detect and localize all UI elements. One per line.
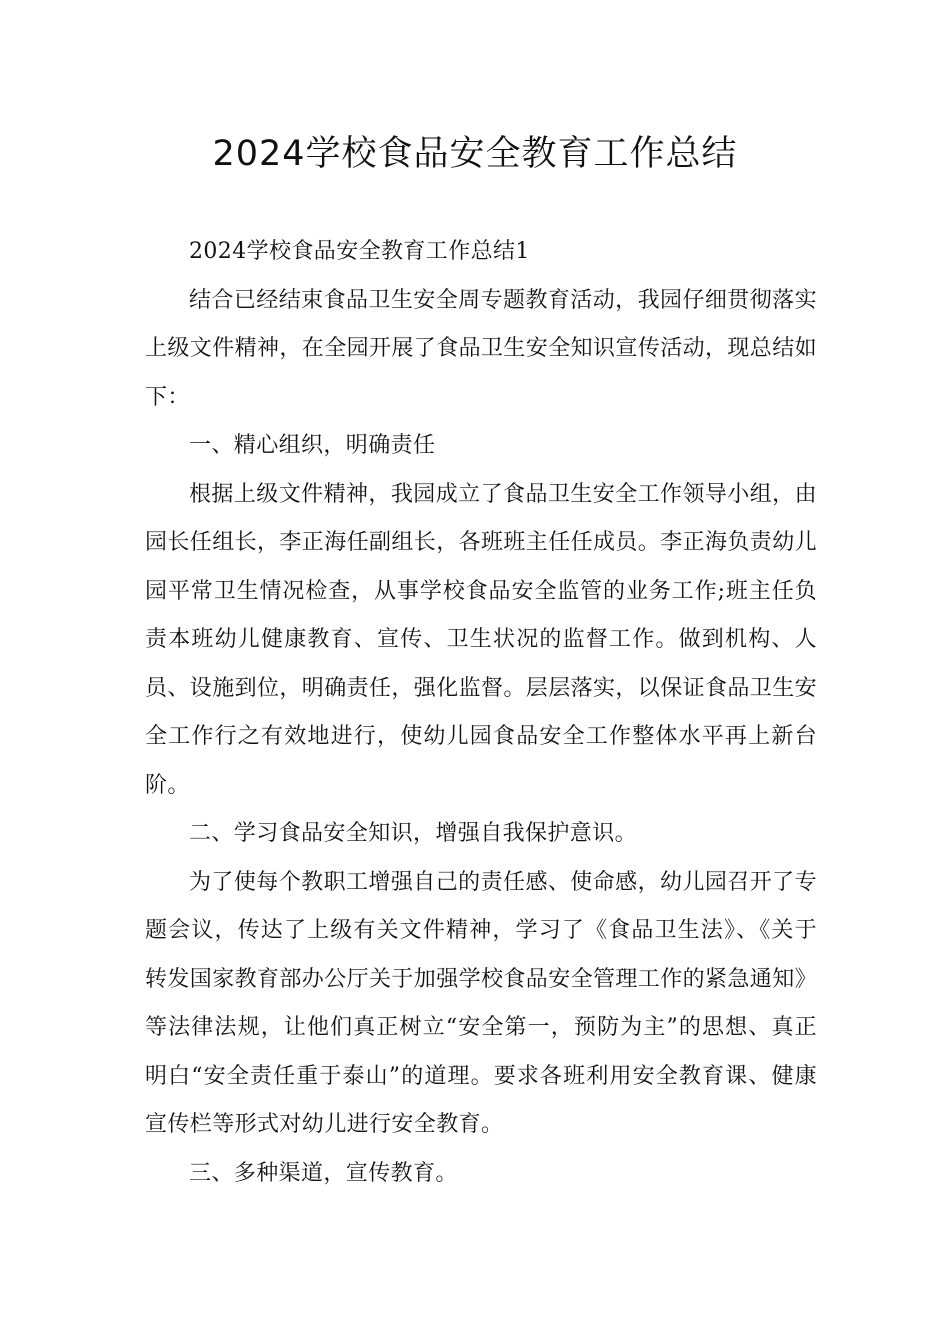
subtitle-paragraph: 2024学校食品安全教育工作总结1 [189,239,530,264]
section-2-paragraph: 为了使每个教职工增强自己的责任感、使命感，幼儿园召开了专题会议，传达了上级有关文件精神，学习了《食品卫生法》、《关于转发国家教育部办公厅关于加强学校食品安全管理工作的紧急通知》等法律法规，让他们真正树立“安全第一，预防为主”的思想、真正明白“安全责任重于泰山”的道理。要求各班利用安全教育课、健康宣传栏等形式对幼儿进行安全教育。 [145,869,818,1137]
section-heading-3: 三、多种渠道，宣传教育。 [189,1160,458,1186]
section-heading-1: 一、精心组织，明确责任 [189,433,436,458]
intro-paragraph: 结合已经结束食品卫生安全周专题教育活动，我园仔细贯彻落实上级文件精神，在全园开展了食品卫生安全知识宣传活动，现总结如下： [145,287,818,410]
section-1-paragraph: 根据上级文件精神，我园成立了食品卫生安全工作领导小组，由园长任组长，李正海任副组长，各班班主任任成员。李正海负责幼儿园平常卫生情况检查，从事学校食品安全监管的业务工作;班主任负责本班幼儿健康教育、宣传、卫生状况的监督工作。做到机构、人员、设施到位，明确责任，强化监督。层层落实，以保证食品卫生安全工作行之有效地进行，使幼儿园食品安全工作整体水平再上新台阶。 [145,481,818,798]
document-title: 2024学校食品安全教育工作总结 [212,134,738,174]
document-body [145,228,817,1198]
section-heading-2: 二、学习食品安全知识，增强自我保护意识。 [189,821,638,846]
